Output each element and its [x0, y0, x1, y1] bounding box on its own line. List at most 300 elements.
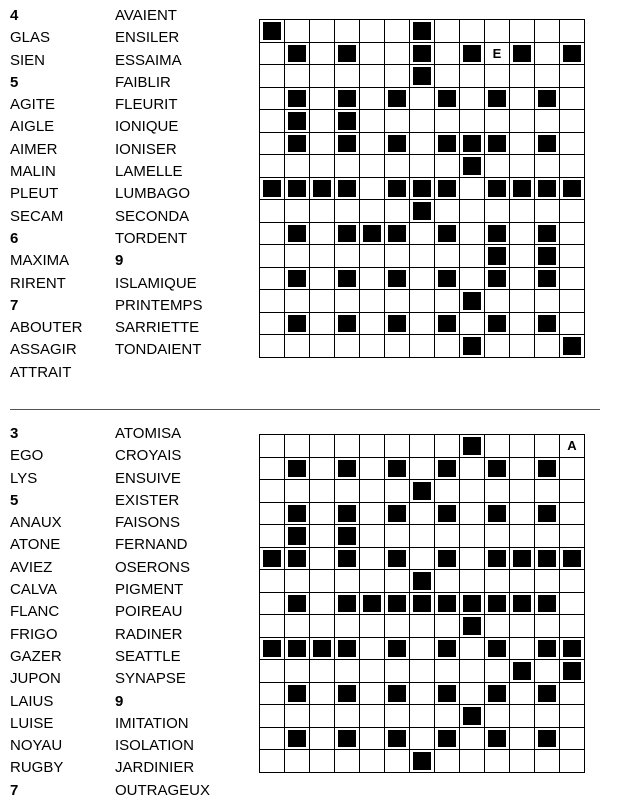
grid-cell[interactable] — [335, 155, 360, 178]
grid-cell[interactable] — [310, 458, 335, 481]
grid-cell[interactable] — [535, 480, 560, 503]
grid-cell[interactable] — [310, 133, 335, 156]
given-letter-cell[interactable]: E — [485, 43, 510, 66]
grid-cell[interactable] — [485, 705, 510, 728]
black-cell[interactable] — [410, 65, 435, 88]
grid-cell[interactable] — [435, 43, 460, 66]
grid-cell[interactable] — [410, 133, 435, 156]
grid-cell[interactable] — [335, 435, 360, 458]
black-cell[interactable] — [460, 155, 485, 178]
grid-cell[interactable] — [410, 615, 435, 638]
grid-cell[interactable] — [510, 525, 535, 548]
grid-cell[interactable] — [285, 435, 310, 458]
black-cell[interactable] — [285, 548, 310, 571]
grid-cell[interactable] — [485, 750, 510, 773]
grid-cell[interactable] — [435, 705, 460, 728]
black-cell[interactable] — [335, 178, 360, 201]
grid-cell[interactable] — [560, 290, 585, 313]
grid-cell[interactable] — [535, 570, 560, 593]
grid-cell[interactable] — [535, 750, 560, 773]
grid-cell[interactable] — [310, 268, 335, 291]
black-cell[interactable] — [435, 458, 460, 481]
grid-cell[interactable] — [310, 660, 335, 683]
grid-cell[interactable] — [410, 245, 435, 268]
grid-cell[interactable] — [510, 88, 535, 111]
black-cell[interactable] — [335, 313, 360, 336]
grid-cell[interactable] — [285, 750, 310, 773]
grid-cell[interactable] — [435, 335, 460, 358]
black-cell[interactable] — [285, 728, 310, 751]
black-cell[interactable] — [285, 313, 310, 336]
grid-cell[interactable] — [285, 615, 310, 638]
black-cell[interactable] — [260, 638, 285, 661]
grid-cell[interactable] — [485, 20, 510, 43]
black-cell[interactable] — [385, 133, 410, 156]
grid-cell[interactable] — [510, 683, 535, 706]
grid-cell[interactable] — [335, 65, 360, 88]
black-cell[interactable] — [335, 223, 360, 246]
black-cell[interactable] — [485, 638, 510, 661]
black-cell[interactable] — [385, 313, 410, 336]
grid-cell[interactable] — [435, 110, 460, 133]
black-cell[interactable] — [485, 223, 510, 246]
black-cell[interactable] — [435, 88, 460, 111]
black-cell[interactable] — [285, 268, 310, 291]
grid-cell[interactable] — [360, 110, 385, 133]
grid-cell[interactable] — [410, 728, 435, 751]
black-cell[interactable] — [485, 245, 510, 268]
black-cell[interactable] — [285, 133, 310, 156]
grid-cell[interactable] — [260, 88, 285, 111]
black-cell[interactable] — [485, 88, 510, 111]
black-cell[interactable] — [285, 525, 310, 548]
given-letter-cell[interactable]: A — [560, 435, 585, 458]
black-cell[interactable] — [410, 200, 435, 223]
grid-cell[interactable] — [510, 133, 535, 156]
grid-cell[interactable] — [535, 435, 560, 458]
black-cell[interactable] — [385, 503, 410, 526]
black-cell[interactable] — [285, 683, 310, 706]
black-cell[interactable] — [385, 728, 410, 751]
grid-cell[interactable] — [260, 750, 285, 773]
grid-cell[interactable] — [285, 480, 310, 503]
grid-cell[interactable] — [360, 313, 385, 336]
grid-cell[interactable] — [360, 728, 385, 751]
grid-cell[interactable] — [385, 750, 410, 773]
black-cell[interactable] — [385, 223, 410, 246]
black-cell[interactable] — [535, 638, 560, 661]
black-cell[interactable] — [335, 728, 360, 751]
grid-cell[interactable] — [260, 313, 285, 336]
grid-cell[interactable] — [385, 570, 410, 593]
grid-cell[interactable] — [460, 313, 485, 336]
grid-cell[interactable] — [360, 683, 385, 706]
black-cell[interactable] — [285, 638, 310, 661]
grid-cell[interactable] — [460, 458, 485, 481]
grid-cell[interactable] — [260, 480, 285, 503]
black-cell[interactable] — [460, 43, 485, 66]
grid-cell[interactable] — [310, 615, 335, 638]
black-cell[interactable] — [260, 548, 285, 571]
grid-cell[interactable] — [360, 458, 385, 481]
grid-cell[interactable] — [435, 480, 460, 503]
black-cell[interactable] — [285, 503, 310, 526]
grid-cell[interactable] — [560, 65, 585, 88]
grid-cell[interactable] — [260, 43, 285, 66]
black-cell[interactable] — [285, 43, 310, 66]
black-cell[interactable] — [410, 480, 435, 503]
black-cell[interactable] — [535, 503, 560, 526]
black-cell[interactable] — [485, 548, 510, 571]
grid-cell[interactable] — [410, 683, 435, 706]
grid-cell[interactable] — [435, 155, 460, 178]
grid-cell[interactable] — [535, 615, 560, 638]
grid-cell[interactable] — [360, 268, 385, 291]
grid-cell[interactable] — [560, 20, 585, 43]
black-cell[interactable] — [385, 88, 410, 111]
grid-cell[interactable] — [310, 65, 335, 88]
grid-cell[interactable] — [335, 200, 360, 223]
grid-cell[interactable] — [285, 570, 310, 593]
black-cell[interactable] — [335, 593, 360, 616]
black-cell[interactable] — [510, 660, 535, 683]
grid-cell[interactable] — [535, 335, 560, 358]
black-cell[interactable] — [335, 268, 360, 291]
grid-cell[interactable] — [435, 750, 460, 773]
black-cell[interactable] — [560, 660, 585, 683]
black-cell[interactable] — [410, 43, 435, 66]
black-cell[interactable] — [485, 178, 510, 201]
grid-cell[interactable] — [260, 728, 285, 751]
grid-cell[interactable] — [510, 638, 535, 661]
grid-cell[interactable] — [435, 290, 460, 313]
grid-cell[interactable] — [510, 570, 535, 593]
black-cell[interactable] — [535, 593, 560, 616]
grid-cell[interactable] — [360, 525, 385, 548]
grid-cell[interactable] — [360, 638, 385, 661]
grid-cell[interactable] — [385, 245, 410, 268]
grid-cell[interactable] — [535, 20, 560, 43]
grid-cell[interactable] — [535, 200, 560, 223]
black-cell[interactable] — [535, 223, 560, 246]
grid-cell[interactable] — [260, 615, 285, 638]
black-cell[interactable] — [435, 313, 460, 336]
grid-cell[interactable] — [485, 480, 510, 503]
grid-cell[interactable] — [335, 615, 360, 638]
grid-cell[interactable] — [335, 660, 360, 683]
grid-cell[interactable] — [335, 750, 360, 773]
grid-cell[interactable] — [510, 200, 535, 223]
black-cell[interactable] — [435, 683, 460, 706]
grid-cell[interactable] — [560, 200, 585, 223]
black-cell[interactable] — [435, 548, 460, 571]
black-cell[interactable] — [460, 435, 485, 458]
grid-cell[interactable] — [410, 548, 435, 571]
black-cell[interactable] — [435, 268, 460, 291]
grid-cell[interactable] — [535, 110, 560, 133]
grid-cell[interactable] — [510, 245, 535, 268]
grid-cell[interactable] — [510, 290, 535, 313]
black-cell[interactable] — [435, 133, 460, 156]
black-cell[interactable] — [535, 313, 560, 336]
black-cell[interactable] — [260, 178, 285, 201]
grid-cell[interactable] — [285, 200, 310, 223]
grid-cell[interactable] — [510, 313, 535, 336]
grid-cell[interactable] — [460, 88, 485, 111]
black-cell[interactable] — [485, 133, 510, 156]
grid-cell[interactable] — [260, 335, 285, 358]
grid-cell[interactable] — [410, 458, 435, 481]
black-cell[interactable] — [335, 458, 360, 481]
grid-cell[interactable] — [285, 155, 310, 178]
grid-cell[interactable] — [385, 435, 410, 458]
grid-cell[interactable] — [360, 178, 385, 201]
grid-cell[interactable] — [335, 290, 360, 313]
grid-cell[interactable] — [360, 480, 385, 503]
grid-cell[interactable] — [485, 435, 510, 458]
grid-cell[interactable] — [310, 503, 335, 526]
grid-cell[interactable] — [260, 683, 285, 706]
grid-cell[interactable] — [310, 480, 335, 503]
black-cell[interactable] — [335, 503, 360, 526]
black-cell[interactable] — [310, 638, 335, 661]
grid-cell[interactable] — [410, 223, 435, 246]
grid-cell[interactable] — [435, 435, 460, 458]
grid-cell[interactable] — [460, 200, 485, 223]
black-cell[interactable] — [485, 728, 510, 751]
grid-cell[interactable] — [360, 503, 385, 526]
black-cell[interactable] — [285, 88, 310, 111]
black-cell[interactable] — [435, 223, 460, 246]
grid-cell[interactable] — [360, 435, 385, 458]
grid-cell[interactable] — [260, 503, 285, 526]
black-cell[interactable] — [385, 548, 410, 571]
grid-cell[interactable] — [310, 155, 335, 178]
grid-cell[interactable] — [560, 458, 585, 481]
grid-cell[interactable] — [485, 110, 510, 133]
black-cell[interactable] — [435, 178, 460, 201]
black-cell[interactable] — [510, 43, 535, 66]
grid-cell[interactable] — [535, 65, 560, 88]
grid-cell[interactable] — [310, 88, 335, 111]
grid-cell[interactable] — [385, 155, 410, 178]
grid-cell[interactable] — [510, 615, 535, 638]
grid-cell[interactable] — [385, 525, 410, 548]
grid-cell[interactable] — [310, 313, 335, 336]
grid-cell[interactable] — [510, 480, 535, 503]
grid-cell[interactable] — [510, 705, 535, 728]
grid-cell[interactable] — [310, 20, 335, 43]
grid-cell[interactable] — [560, 88, 585, 111]
black-cell[interactable] — [485, 683, 510, 706]
black-cell[interactable] — [535, 88, 560, 111]
black-cell[interactable] — [385, 458, 410, 481]
black-cell[interactable] — [385, 683, 410, 706]
grid-cell[interactable] — [335, 570, 360, 593]
grid-cell[interactable] — [560, 268, 585, 291]
grid-cell[interactable] — [560, 728, 585, 751]
grid-cell[interactable] — [385, 110, 410, 133]
grid-cell[interactable] — [285, 245, 310, 268]
black-cell[interactable] — [435, 503, 460, 526]
grid-cell[interactable] — [460, 245, 485, 268]
grid-cell[interactable] — [435, 615, 460, 638]
grid-cell[interactable] — [360, 290, 385, 313]
black-cell[interactable] — [285, 223, 310, 246]
grid-cell[interactable] — [460, 20, 485, 43]
grid-cell[interactable] — [560, 480, 585, 503]
grid-cell[interactable] — [285, 290, 310, 313]
grid-cell[interactable] — [310, 728, 335, 751]
grid-cell[interactable] — [310, 43, 335, 66]
black-cell[interactable] — [560, 43, 585, 66]
grid-cell[interactable] — [510, 728, 535, 751]
black-cell[interactable] — [385, 593, 410, 616]
grid-cell[interactable] — [310, 335, 335, 358]
black-cell[interactable] — [485, 268, 510, 291]
grid-cell[interactable] — [360, 750, 385, 773]
grid-cell[interactable] — [260, 155, 285, 178]
black-cell[interactable] — [335, 88, 360, 111]
grid-cell[interactable] — [485, 660, 510, 683]
grid-cell[interactable] — [560, 223, 585, 246]
black-cell[interactable] — [510, 548, 535, 571]
grid-cell[interactable] — [485, 200, 510, 223]
black-cell[interactable] — [410, 20, 435, 43]
grid-cell[interactable] — [460, 548, 485, 571]
black-cell[interactable] — [535, 728, 560, 751]
grid-cell[interactable] — [335, 480, 360, 503]
grid-cell[interactable] — [485, 570, 510, 593]
grid-cell[interactable] — [560, 133, 585, 156]
grid-cell[interactable] — [410, 110, 435, 133]
grid-cell[interactable] — [560, 155, 585, 178]
grid-cell[interactable] — [485, 290, 510, 313]
black-cell[interactable] — [335, 638, 360, 661]
grid-cell[interactable] — [460, 750, 485, 773]
grid-cell[interactable] — [560, 570, 585, 593]
grid-cell[interactable] — [510, 458, 535, 481]
grid-cell[interactable] — [260, 458, 285, 481]
black-cell[interactable] — [410, 178, 435, 201]
grid-cell[interactable] — [310, 110, 335, 133]
grid-cell[interactable] — [535, 705, 560, 728]
black-cell[interactable] — [510, 178, 535, 201]
grid-cell[interactable] — [360, 570, 385, 593]
grid-cell[interactable] — [560, 705, 585, 728]
grid-cell[interactable] — [260, 245, 285, 268]
grid-cell[interactable] — [560, 615, 585, 638]
grid-cell[interactable] — [410, 503, 435, 526]
grid-cell[interactable] — [260, 65, 285, 88]
grid-cell[interactable] — [360, 155, 385, 178]
grid-cell[interactable] — [410, 435, 435, 458]
grid-cell[interactable] — [310, 435, 335, 458]
grid-cell[interactable] — [360, 43, 385, 66]
grid-cell[interactable] — [435, 660, 460, 683]
grid-cell[interactable] — [560, 593, 585, 616]
grid-cell[interactable] — [410, 290, 435, 313]
grid-cell[interactable] — [360, 245, 385, 268]
black-cell[interactable] — [535, 458, 560, 481]
grid-cell[interactable] — [260, 200, 285, 223]
grid-cell[interactable] — [360, 88, 385, 111]
grid-cell[interactable] — [460, 480, 485, 503]
black-cell[interactable] — [460, 133, 485, 156]
grid-cell[interactable] — [360, 133, 385, 156]
grid-cell[interactable] — [410, 155, 435, 178]
grid-cell[interactable] — [460, 570, 485, 593]
grid-cell[interactable] — [310, 548, 335, 571]
grid-cell[interactable] — [385, 290, 410, 313]
grid-cell[interactable] — [285, 20, 310, 43]
grid-cell[interactable] — [485, 155, 510, 178]
black-cell[interactable] — [285, 110, 310, 133]
black-cell[interactable] — [560, 548, 585, 571]
grid-cell[interactable] — [260, 223, 285, 246]
grid-cell[interactable] — [310, 683, 335, 706]
black-cell[interactable] — [460, 290, 485, 313]
black-cell[interactable] — [410, 593, 435, 616]
black-cell[interactable] — [335, 43, 360, 66]
grid-cell[interactable] — [410, 335, 435, 358]
grid-cell[interactable] — [385, 705, 410, 728]
grid-cell[interactable] — [360, 20, 385, 43]
grid-cell[interactable] — [485, 335, 510, 358]
grid-cell[interactable] — [460, 268, 485, 291]
grid-cell[interactable] — [360, 615, 385, 638]
grid-cell[interactable] — [285, 705, 310, 728]
grid-cell[interactable] — [310, 245, 335, 268]
grid-cell[interactable] — [260, 110, 285, 133]
black-cell[interactable] — [285, 178, 310, 201]
black-cell[interactable] — [335, 525, 360, 548]
grid-cell[interactable] — [260, 133, 285, 156]
grid-cell[interactable] — [460, 728, 485, 751]
grid-cell[interactable] — [285, 335, 310, 358]
grid-cell[interactable] — [460, 660, 485, 683]
black-cell[interactable] — [535, 683, 560, 706]
black-cell[interactable] — [460, 705, 485, 728]
grid-cell[interactable] — [435, 20, 460, 43]
black-cell[interactable] — [285, 458, 310, 481]
grid-cell[interactable] — [560, 313, 585, 336]
black-cell[interactable] — [485, 503, 510, 526]
grid-cell[interactable] — [435, 200, 460, 223]
grid-cell[interactable] — [560, 683, 585, 706]
grid-cell[interactable] — [410, 525, 435, 548]
black-cell[interactable] — [535, 245, 560, 268]
grid-cell[interactable] — [535, 525, 560, 548]
grid-cell[interactable] — [510, 65, 535, 88]
grid-cell[interactable] — [460, 65, 485, 88]
grid-cell[interactable] — [260, 660, 285, 683]
black-cell[interactable] — [385, 178, 410, 201]
grid-cell[interactable] — [310, 525, 335, 548]
grid-cell[interactable] — [410, 638, 435, 661]
grid-cell[interactable] — [460, 503, 485, 526]
grid-cell[interactable] — [310, 223, 335, 246]
grid-cell[interactable] — [560, 750, 585, 773]
grid-cell[interactable] — [385, 43, 410, 66]
grid-cell[interactable] — [510, 110, 535, 133]
grid-cell[interactable] — [410, 660, 435, 683]
grid-cell[interactable] — [410, 705, 435, 728]
grid-cell[interactable] — [385, 615, 410, 638]
grid-cell[interactable] — [385, 335, 410, 358]
grid-cell[interactable] — [485, 65, 510, 88]
black-cell[interactable] — [485, 458, 510, 481]
